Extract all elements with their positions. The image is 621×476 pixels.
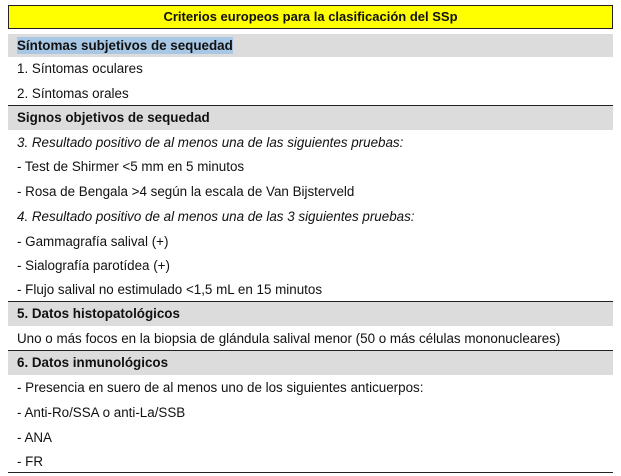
list-item-test-3: 3. Resultado positivo de al menos una de las siguientes pruebas: [17,135,404,150]
section-subjective-symptoms [8,34,613,57]
list-item-ocular-symptoms: 1. Síntomas oculares [17,61,143,76]
list-item-ana: - ANA [17,430,52,445]
table-title: Criterios europeos para la clasificación del SSp [8,5,613,29]
bottom-rule [8,472,613,473]
highlighted-selection: Síntomas subjetivos de sequedad [17,38,233,53]
section-immunology: 6. Datos inmunológicos [8,351,613,375]
list-item-anti-ro-la: - Anti-Ro/SSA o anti-La/SSB [17,405,186,420]
list-item-biopsy: Uno o más focos en la biopsia de glándula salival menor (50 o más células mononucleares) [17,331,561,346]
section-objective-signs: Signos objetivos de sequedad [8,106,613,130]
list-item-oral-symptoms: 2. Síntomas orales [17,86,129,101]
list-item-gammagraphy: - Gammagrafía salival (+) [17,234,169,249]
list-item-sialography: - Sialografía parotídea (+) [17,258,170,273]
list-item-fr: - FR [17,454,44,469]
section-histopathology: 5. Datos histopatológicos [8,302,613,326]
list-item-schirmer: - Test de Shirmer <5 mm en 5 minutos [17,159,245,174]
list-item-antibodies: - Presencia en suero de al menos uno de los siguientes anticuerpos: [17,380,424,395]
list-item-rose-bengal: - Rosa de Bengala >4 según la escala de Van Bijsterveld [17,184,355,199]
list-item-test-4: 4. Resultado positivo de al menos una de las 3 siguientes pruebas: [17,209,415,224]
list-item-salivary-flow: - Flujo salival no estimulado <1,5 mL en 15 minutos [17,282,323,297]
